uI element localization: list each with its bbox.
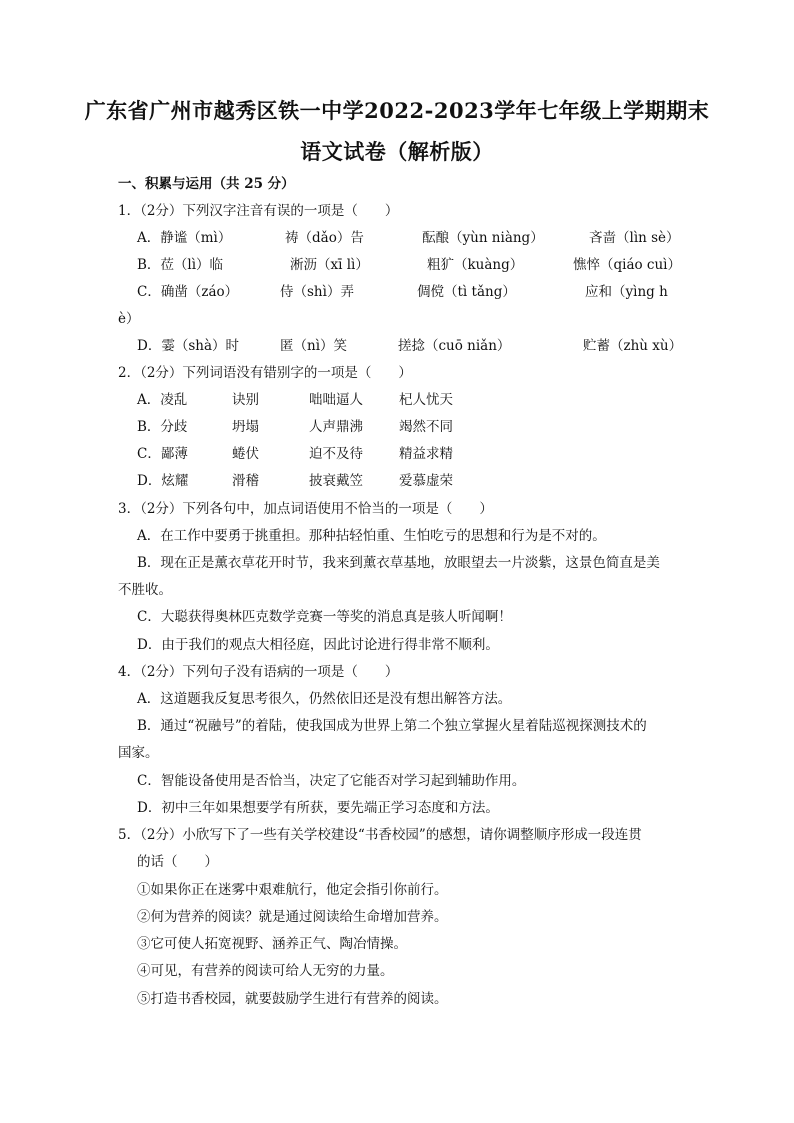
q2-option-a-2: 诀别 (232, 392, 259, 408)
q1-option-b-2: 淅沥（xī lì） (290, 257, 369, 273)
q3-option-c: C．大聪获得奥林匹克数学竞赛一等奖的消息真是骇人听闻啊！ (137, 609, 512, 625)
q4-option-c: C．智能设备使用是否恰当，决定了它能否对学习起到辅助作用。 (137, 773, 526, 789)
q1-option-d-1: D．霎（shà）时 (137, 338, 239, 354)
q3-option-b: B．现在正是薰衣草花开时节，我来到薰衣草基地，放眼望去一片淡紫，这景色简直是美 (137, 555, 660, 571)
q3-option-d: D．由于我们的观点大相径庭，因此讨论进行得非常不顺利。 (137, 637, 499, 653)
q4-option-b: B．通过“祝融号”的着陆，使我国成为世界上第二个独立掌握火星着陆巡视探测技术的 (137, 718, 647, 734)
q1-option-b-4: 憔悴（qiáo cuì） (573, 257, 681, 273)
q2-option-c-1: C．鄙薄 (137, 446, 188, 462)
q1-option-c-3: 倜傥（tì tǎng） (417, 284, 516, 300)
q5-sentence-3: ③它可使人拓宽视野、涵养正气、陶冶情操。 (137, 936, 407, 952)
q2-option-d-1: D．炫耀 (137, 473, 189, 489)
q3-option-a: A．在工作中要勇于挑重担。那种拈轻怕重、生怕吃亏的思想和行为是不对的。 (137, 528, 606, 544)
q2-option-b-2: 坍塌 (232, 419, 259, 435)
q3-option-b-wrap: 不胜收。 (118, 582, 172, 598)
q1-option-a-3: 酝酿（yùn niàng） (422, 230, 544, 246)
question-3-stem: 3．（2分）下列各句中，加点词语使用不恰当的一项是（ ） (118, 501, 493, 517)
q1-option-c-4: 应和（yìng h (585, 284, 668, 300)
q1-option-a-1: A．静谧（mì） (137, 230, 232, 246)
q2-option-b-4: 竭然不同 (399, 419, 453, 435)
q2-option-b-3: 人声鼎沸 (309, 419, 363, 435)
q1-option-b-3: 粗犷（kuàng） (427, 257, 524, 273)
q2-option-d-2: 滑稽 (232, 473, 259, 489)
question-4-stem: 4．（2分）下列句子没有语病的一项是（ ） (118, 664, 399, 680)
q5-sentence-4: ④可见，有营养的阅读可给人无穷的力量。 (137, 963, 394, 979)
q2-option-b-1: B．分歧 (137, 419, 188, 435)
page-title: 广东省广州市越秀区铁一中学2022-2023学年七年级上学期期末 (84, 98, 710, 123)
q5-sentence-1: ①如果你正在迷雾中艰难航行，他定会指引你前行。 (137, 882, 448, 898)
question-2-stem: 2．（2分）下列词语没有错别字的一项是（ ） (118, 365, 412, 381)
q2-option-d-4: 爱慕虚荣 (399, 473, 453, 489)
q5-sentence-2: ②何为营养的阅读？就是通过阅读给生命增加营养。 (137, 909, 448, 925)
q1-option-d-3: 搓捻（cuō niǎn） (398, 338, 511, 354)
q1-option-d-4: 贮蓄（zhù xù） (583, 338, 683, 354)
q1-option-a-2: 祷（dǎo）告 (285, 230, 364, 246)
q2-option-a-1: A．凌乱 (137, 392, 188, 408)
q1-option-b-1: B．莅（lì）临 (137, 257, 224, 273)
section-heading: 一、积累与运用（共 25 分） (118, 176, 295, 192)
q1-option-d-2: 匿（nì）笑 (280, 338, 348, 354)
q1-option-a-4: 吝啬（lìn sè） (589, 230, 680, 246)
q4-option-b-wrap: 国家。 (118, 745, 159, 761)
q1-option-c-wrap: è） (118, 311, 140, 327)
q1-option-c-1: C．确凿（záo） (137, 284, 239, 300)
q4-option-a: A．这道题我反复思考很久，仍然依旧还是没有想出解答方法。 (137, 691, 512, 707)
q4-option-d: D．初中三年如果想要学有所获，要先端正学习态度和方法。 (137, 800, 499, 816)
question-5-stem: 5．（2分）小欣写下了一些有关学校建设“书香校园”的感想，请你调整顺序形成一段连贯 (118, 827, 642, 843)
q2-option-a-3: 咄咄逼人 (309, 392, 363, 408)
page-subtitle: 语文试卷（解析版） (300, 139, 494, 164)
q2-option-c-4: 精益求精 (399, 446, 453, 462)
q1-option-c-2: 侍（shì）弄 (280, 284, 354, 300)
q2-option-d-3: 披衰戴笠 (309, 473, 363, 489)
q5-sentence-5: ⑤打造书香校园，就要鼓励学生进行有营养的阅读。 (137, 991, 448, 1007)
q2-option-c-3: 迫不及待 (309, 446, 363, 462)
question-1-stem: 1．（2分）下列汉字注音有误的一项是（ ） (118, 203, 399, 219)
q2-option-c-2: 蜷伏 (232, 446, 259, 462)
question-5-stem-wrap: 的话（ ） (137, 854, 218, 870)
q2-option-a-4: 杞人忧天 (399, 392, 453, 408)
